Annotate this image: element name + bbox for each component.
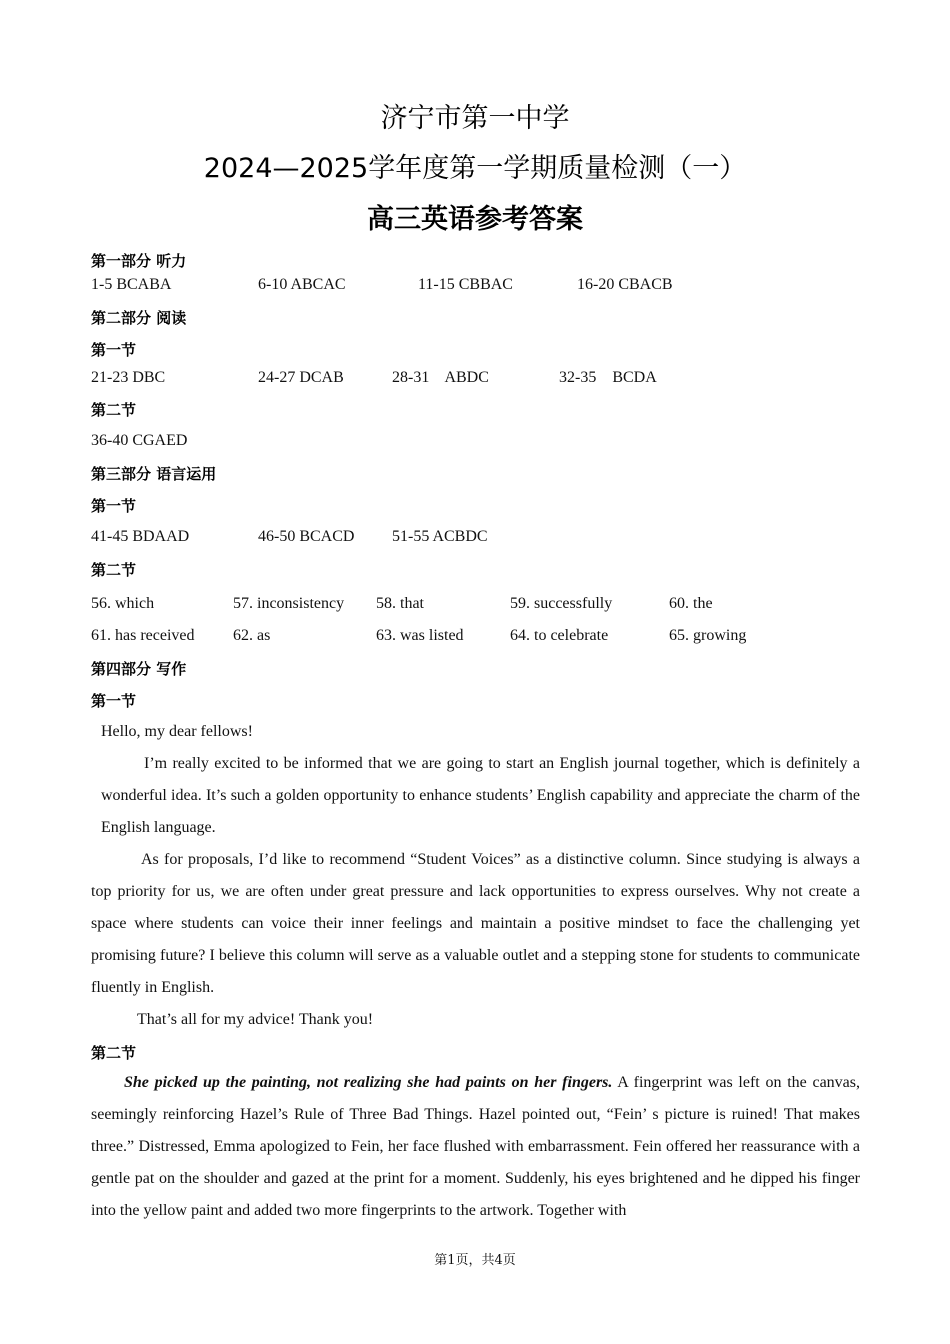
answer-group: 1-5 BCABA — [91, 276, 172, 293]
part2-section2-heading: 第二节 — [91, 401, 137, 419]
subject-title: 高三英语参考答案 — [367, 204, 583, 235]
fill-answer: 62. as — [233, 627, 271, 644]
letter-paragraph-2: As for proposals, I’d like to recommend “Student Voices” as a distinctive column. Since studying is always a top priority for us, we are often under great pressure and lack opportunities to express ourselves. Why not create a space where students can voice their inner feelings and maintain a positive mindset to face the challenging yet promising future? I believe this column will serve as a valuable outlet and a stepping stone for students to communicate fluently in English. — [91, 851, 860, 996]
part3-section2-heading: 第二节 — [91, 561, 137, 579]
continuation-lead-sentence: She picked up the painting, not realizing she had paints on her fingers. — [124, 1074, 613, 1091]
part1-heading: 第一部分 听力 — [91, 252, 187, 270]
part4-section2-heading: 第二节 — [91, 1044, 137, 1062]
fill-answer: 63. was listed — [376, 627, 464, 644]
page-number: 第1页，共4页 — [434, 1253, 516, 1268]
letter-greeting: Hello, my dear fellows! — [101, 723, 253, 740]
part4-heading: 第四部分 写作 — [91, 660, 187, 678]
part3-section1-heading: 第一节 — [91, 497, 137, 515]
answer-group: 6-10 ABCAC — [258, 276, 346, 293]
letter-paragraph-1: I’m really excited to be informed that we are going to start an English journal together, which is definitely a wonderful idea. It’s such a golden opportunity to enhance students’ English capability and appreciate the charm of the English language. — [101, 755, 860, 836]
answer-group: 51-55 ACBDC — [392, 528, 488, 545]
fill-answer: 61. has received — [91, 627, 195, 644]
fill-answer: 57. inconsistency — [233, 595, 345, 612]
fill-answer: 58. that — [376, 595, 424, 612]
continuation-paragraph — [91, 1067, 860, 1227]
answer-group: 21-23 DBC — [91, 369, 166, 386]
part2-heading: 第二部分 阅读 — [91, 309, 187, 327]
answer-group: 16-20 CBACB — [577, 276, 673, 293]
fill-answer: 60. the — [669, 595, 713, 612]
fill-answer: 65. growing — [669, 627, 747, 644]
fill-answer: 64. to celebrate — [510, 627, 609, 644]
fill-answer: 59. successfully — [510, 595, 613, 612]
part3-heading: 第三部分 语言运用 — [91, 465, 217, 483]
answer-group: 36-40 CGAED — [91, 432, 188, 449]
part4-section1-heading: 第一节 — [91, 692, 137, 710]
fill-answer: 56. which — [91, 595, 155, 612]
answer-group: 41-45 BDAAD — [91, 528, 190, 545]
answer-group: 46-50 BCACD — [258, 528, 355, 545]
answer-group: 28-31 ABDC — [392, 369, 489, 386]
answer-group: 11-15 CBBAC — [418, 276, 513, 293]
part2-section1-heading: 第一节 — [91, 341, 137, 359]
school-name: 济宁市第一中学 — [380, 103, 570, 134]
exam-title: 2024—2025学年度第一学期质量检测（一） — [203, 153, 747, 184]
continuation-body: A fingerprint was left on the canvas, seemingly reinforcing Hazel’s Rule of Three Bad Things. Hazel pointed out, “Fein’ s picture is ruined! That makes three.” Distressed, Emma apologized to Fein, her face flushed with embarrassment. Fein offered her reassurance with a gentle pat on the shoulder and gazed at the print for a moment. Suddenly, his eyes brightened and he dipped his finger into the yellow paint and added two more fingerprints to the artwork. Together with — [91, 1074, 860, 1219]
letter-closing: That’s all for my advice! Thank you! — [137, 1011, 374, 1028]
answer-group: 32-35 BCDA — [559, 369, 657, 386]
answer-group: 24-27 DCAB — [258, 369, 344, 386]
